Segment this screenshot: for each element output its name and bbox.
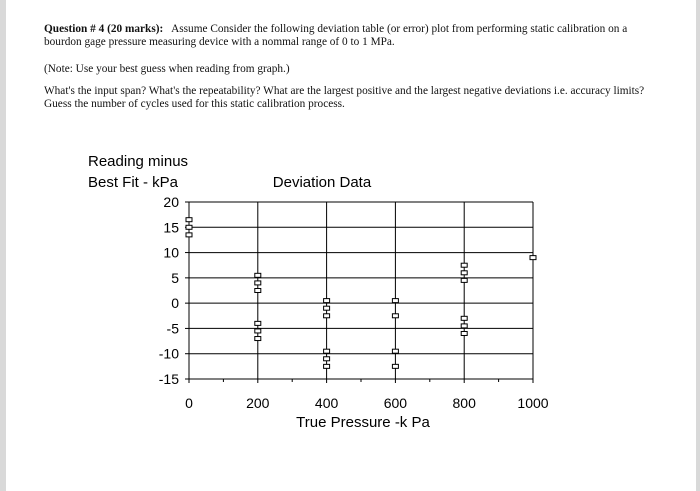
data-point bbox=[461, 271, 467, 275]
data-point bbox=[324, 306, 330, 310]
y-tick-label: -5 bbox=[166, 320, 179, 337]
y-tick-label: 20 bbox=[163, 194, 179, 210]
x-tick-label: 400 bbox=[314, 395, 339, 411]
x-tick-label: 600 bbox=[383, 395, 408, 411]
y-axis-label-line1: Reading minus bbox=[88, 153, 189, 170]
data-point bbox=[186, 218, 192, 222]
question-statement: Assume Consider the following deviation table (or error) plot from performing static calibration on a bourdon gage pressure measuring device with a nommal range of 0 to 1 MPa. bbox=[44, 23, 628, 48]
y-tick-label: 10 bbox=[163, 244, 179, 261]
y-tick-label: 15 bbox=[163, 219, 179, 236]
data-point bbox=[392, 314, 398, 318]
data-point bbox=[324, 364, 330, 368]
x-tick-label: 1000 bbox=[517, 395, 549, 411]
data-point bbox=[255, 337, 261, 341]
data-point bbox=[186, 225, 192, 229]
tick-labels bbox=[159, 194, 549, 411]
data-point bbox=[255, 321, 261, 325]
data-point bbox=[255, 273, 261, 277]
data-point bbox=[324, 299, 330, 303]
data-point bbox=[392, 349, 398, 353]
data-point bbox=[186, 233, 192, 237]
data-point bbox=[461, 331, 467, 335]
data-point bbox=[255, 281, 261, 285]
x-tick-label: 200 bbox=[246, 395, 270, 411]
x-tick-label: 0 bbox=[185, 395, 193, 411]
data-point bbox=[461, 316, 467, 320]
y-tick-label: 5 bbox=[171, 269, 179, 286]
x-tick-label: 800 bbox=[452, 395, 476, 411]
data-points bbox=[186, 218, 536, 369]
y-axis-label-line2: Best Fit - kPa bbox=[88, 174, 179, 191]
data-point bbox=[255, 329, 261, 333]
y-tick-label: -15 bbox=[158, 371, 179, 387]
data-point bbox=[392, 364, 398, 368]
axes bbox=[185, 202, 533, 383]
y-tick-label: 0 bbox=[171, 295, 179, 312]
question-note: (Note: Use your best guess when reading from graph.) bbox=[44, 63, 290, 75]
data-point bbox=[461, 278, 467, 282]
question-list: What's the input span? What's the repeatability? What are the largest positive and the largest negative deviations i.e. accuracy limits? Guess the number of cycles used for this static calibration process. bbox=[44, 85, 645, 110]
data-point bbox=[324, 357, 330, 361]
data-point bbox=[255, 289, 261, 293]
data-point bbox=[461, 324, 467, 328]
data-point bbox=[461, 263, 467, 267]
data-point bbox=[530, 256, 536, 260]
data-point bbox=[392, 299, 398, 303]
grid bbox=[189, 202, 533, 379]
question-number-label: Question # 4 (20 marks): bbox=[44, 23, 164, 35]
chart-title: Deviation Data bbox=[272, 174, 372, 191]
y-tick-label: -10 bbox=[158, 345, 179, 362]
x-axis-label: True Pressure -k Pa bbox=[296, 414, 430, 431]
data-point bbox=[324, 314, 330, 318]
data-point bbox=[324, 349, 330, 353]
